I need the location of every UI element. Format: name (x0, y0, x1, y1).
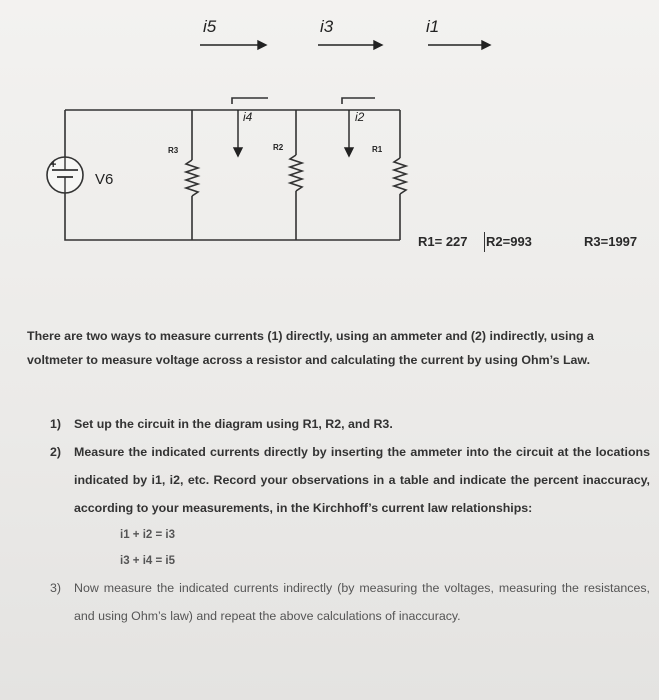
circuit-wires (65, 98, 400, 240)
source-sign: + (50, 159, 57, 171)
current-arrow-i5 (200, 41, 266, 49)
equation: i3 + i4 = i5 (120, 555, 175, 567)
step-number: 3) (50, 581, 62, 595)
current-arrow-i3 (318, 41, 382, 49)
equation: i1 + i2 = i3 (120, 529, 175, 541)
step-text: Set up the circuit in the diagram using R1, R2, and R3. (74, 417, 393, 431)
r1-value: R1= 227 (418, 234, 468, 249)
current-label-i3: i3 (320, 17, 334, 36)
resistor-label-r2: R2 (273, 143, 284, 152)
instruction-list (50, 410, 650, 630)
current-arrow-i1 (428, 41, 490, 49)
current-label-i5: i5 (203, 17, 217, 36)
current-arrow-i4 (234, 110, 242, 156)
current-arrow-i2 (345, 110, 353, 156)
list-item (50, 410, 650, 438)
intro-paragraph: There are two ways to measure currents (1) directly, using an ammeter and (2) indirectly, using a voltmeter to measure voltage across a resistor and calculating the current by using Ohm’s Law. (27, 329, 594, 367)
resistor-label-r1: R1 (372, 145, 383, 154)
step-text: Now measure the indicated currents indirectly (by measuring the voltages, measuring the resistances, and using Ohm’s law) and repeat the above calculations of inaccuracy. (74, 581, 650, 623)
resistor-label-r3: R3 (168, 146, 179, 155)
r3-value: R3=1997 (584, 234, 638, 249)
resistor-r2 (290, 155, 302, 191)
step-number: 2) (50, 445, 62, 459)
source-label: V6 (95, 171, 114, 188)
step-number: 1) (50, 417, 62, 431)
separator-bar (484, 232, 485, 252)
current-label-i4: i4 (243, 110, 253, 124)
r2-value: R2=993 (486, 234, 532, 249)
list-item (50, 438, 650, 522)
resistor-r3 (186, 160, 198, 196)
current-label-i2: i2 (355, 110, 365, 124)
list-item (50, 574, 650, 630)
kcl-equations (50, 522, 650, 574)
resistor-values (418, 234, 658, 254)
current-label-i1: i1 (426, 17, 440, 36)
circuit-diagram (0, 0, 659, 260)
step-text: Measure the indicated currents directly by inserting the ammeter into the circuit at the locations indicated by i1, i2, etc. Record your observations in a table and indicate the percent inaccuracy, according to your measurements, in the Kirchhoff’s current law relationships: (74, 445, 650, 515)
resistor-r1 (394, 158, 406, 194)
